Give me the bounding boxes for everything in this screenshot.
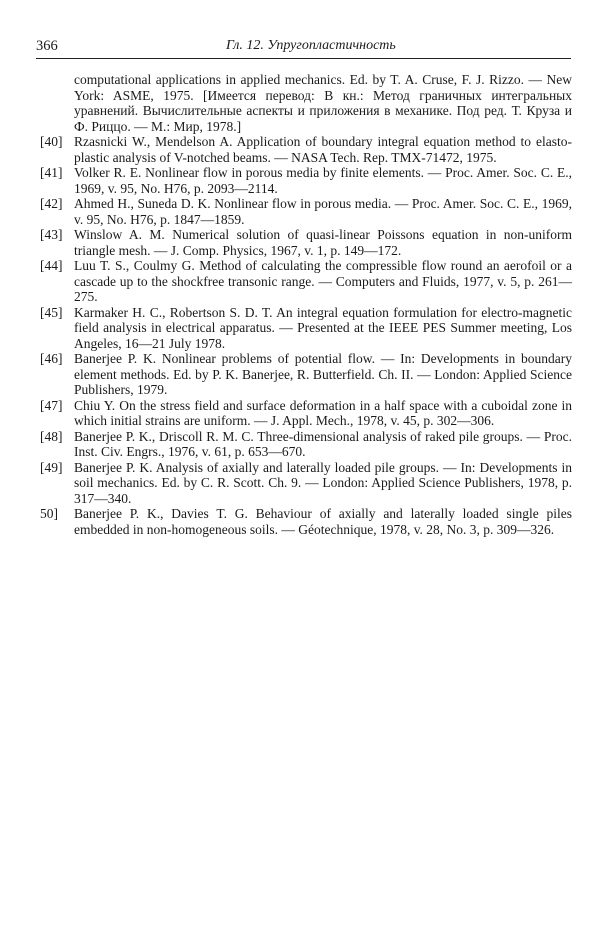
reference-text: Winslow A. M. Numerical solution of quasi-linear Poissons equation in non-uniform triangle mesh. — J. Comp. Physics, 1967, v. 1, p. 149—172. bbox=[74, 227, 572, 258]
reference-text: Ahmed H., Suneda D. K. Nonlinear flow in porous media. — Proc. Amer. Soc. C. E., 1969, v. 95, No. H76, p. 1847—1859. bbox=[74, 196, 572, 227]
running-title: Гл. 12. Упругопластичность bbox=[226, 38, 396, 53]
reference-text: Banerjee P. K., Driscoll R. M. C. Three-dimensional analysis of raked pile groups. — Proc. Inst. Civ. Engrs., 1976, v. 61, p. 653—670. bbox=[74, 428, 572, 459]
reference-number: [43] bbox=[40, 227, 63, 242]
reference-entry bbox=[40, 134, 572, 165]
reference-text: Rzasnicki W., Mendelson A. Application of boundary integral equation method to elasto-plastic analysis of V-notched beams. — NASA Tech. Rep. TMX-71472, 1975. bbox=[74, 134, 572, 165]
reference-entry bbox=[40, 460, 572, 507]
reference-text: Banerjee P. K. Nonlinear problems of potential flow. — In: Developments in boundary element methods. Ed. by P. K. Banerjee, R. Butterfield. Ch. II. — London: Applied Science Publishers, 1979. bbox=[74, 351, 572, 397]
reference-text: Banerjee P. K., Davies T. G. Behaviour of axially and laterally loaded single piles embedded in non-homogeneous soils. — Géotechnique, 1978, v. 28, No. 3, p. 309—326. bbox=[74, 506, 572, 537]
reference-entry bbox=[40, 506, 572, 537]
reference-text: Banerjee P. K. Analysis of axially and laterally loaded pile groups. — In: Developments in soil mechanics. Ed. by C. R. Scott. Ch. 9. — London: Applied Science Publishers, 1978, p. 317—340. bbox=[74, 459, 572, 506]
reference-number: [44] bbox=[40, 258, 63, 273]
reference-text: Chiu Y. On the stress field and surface deformation in a half space with a cuboidal zone in which initial strains are uniform. — J. Appl. Mech., 1978, v. 45, p. 302—306. bbox=[74, 397, 572, 428]
reference-entry bbox=[40, 398, 572, 429]
reference-number: [46] bbox=[40, 351, 63, 366]
reference-text: computational applications in applied mechanics. Ed. by T. A. Cruse, F. J. Rizzo. — New York: ASME, 1975. [Имеется перевод: В кн.: Метод граничных интегральных уравнений. Вычислительные аспекты и приложения в механике. Под ред. Т. Круза и Ф. Риццо. — М.: Мир, 1978.] bbox=[74, 72, 572, 134]
reference-entry bbox=[40, 429, 572, 460]
reference-text: Luu T. S., Coulmy G. Method of calculating the compressible flow round an aerofoil or a cascade up to the shockfree transonic range. — Computers and Fluids, 1977, v. 5, p. 261—275. bbox=[74, 258, 572, 304]
reference-entry bbox=[40, 258, 572, 305]
reference-entry bbox=[40, 351, 572, 398]
reference-entry bbox=[40, 196, 572, 227]
reference-list bbox=[40, 72, 572, 537]
reference-number: [42] bbox=[40, 196, 63, 211]
reference-entry bbox=[40, 227, 572, 258]
page-number: 366 bbox=[36, 38, 58, 54]
reference-number: [45] bbox=[40, 304, 63, 320]
reference-text: Karmaker H. C., Robertson S. D. T. An integral equation formulation for electro-magnetic field analysis in electrical apparatus. — Presented at the IEEE PES Summer meeting, Los Angeles, 16—21 July 1978. bbox=[74, 304, 572, 351]
reference-entry bbox=[40, 305, 572, 352]
reference-number: [47] bbox=[40, 397, 63, 413]
reference-entry bbox=[40, 72, 572, 134]
reference-number: 50] bbox=[40, 506, 58, 521]
reference-entry bbox=[40, 165, 572, 196]
reference-number: [40] bbox=[40, 134, 63, 149]
reference-number: [49] bbox=[40, 459, 63, 475]
reference-number: [41] bbox=[40, 165, 63, 180]
reference-number: [48] bbox=[40, 428, 63, 444]
reference-text: Volker R. E. Nonlinear flow in porous media by finite elements. — Proc. Amer. Soc. C. E., 1969, v. 95, No. H76, p. 2093—2114. bbox=[74, 165, 572, 196]
page-header bbox=[36, 38, 571, 59]
